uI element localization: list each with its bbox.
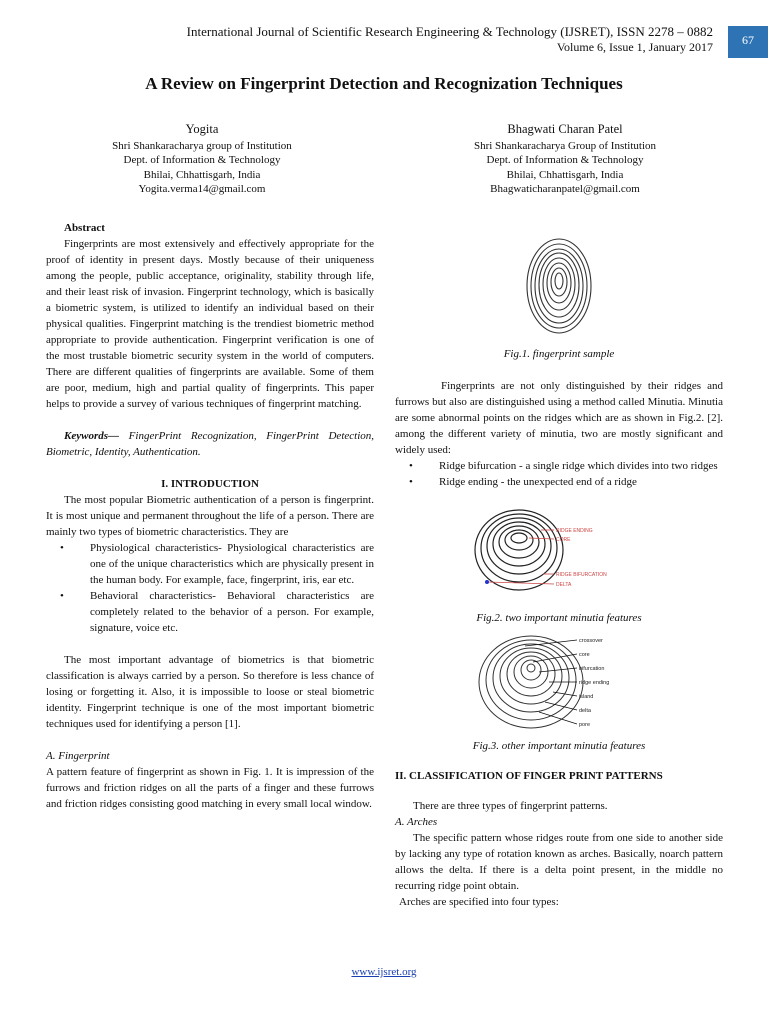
biometric-types-list — [60, 540, 374, 636]
fig3-fingerprint-image — [469, 632, 649, 732]
subsection-arches: A. Arches — [395, 816, 438, 828]
fig2-label: RIDGE BIFURCATION — [556, 572, 607, 578]
intro-para-1: The most popular Biometric authentication of a person is fingerprint. It is most unique and permanent throughout the life of a person. There are mainly two types of biometric characteristics. They are — [46, 494, 374, 538]
fig3-label: pore — [579, 722, 591, 728]
volume-info: Volume 6, Issue 1, January 2017 — [556, 40, 713, 54]
fig2-label: DELTA — [556, 582, 572, 588]
author-location: Bhilai, Chhattisgarh, India — [143, 168, 261, 181]
fig1-caption: Fig.1. fingerprint sample — [503, 348, 615, 360]
section2-heading: II. CLASSIFICATION OF FINGER PRINT PATTERNS — [395, 770, 663, 782]
fig2-label: RIDGE ENDING — [556, 528, 593, 534]
journal-url-link[interactable]: www.ijsret.org — [351, 966, 417, 978]
fig2-fingerprint-image — [469, 502, 649, 602]
intro-para-3: A pattern feature of fingerprint as shown in Fig. 1. It is impression of the furrows and friction ridges on all the parts of a finger and these furrows and friction ridges consisting good matching in every small local window. — [46, 766, 374, 810]
fig3-label: core — [579, 652, 590, 658]
fig2-minutia-image — [469, 502, 649, 602]
keywords-label: Keywords— — [64, 430, 119, 442]
paper-title: A Review on Fingerprint Detection and Recognization Techniques — [145, 74, 623, 93]
author-name: Bhagwati Charan Patel — [507, 122, 623, 136]
list-item: • Ridge bifurcation - a single ridge which divides into two ridges — [409, 458, 723, 474]
author-institution: Shri Shankaracharya Group of Institution — [473, 139, 657, 152]
author-dept: Dept. of Information & Technology — [486, 154, 644, 166]
intro-heading: I. INTRODUCTION — [161, 478, 259, 490]
section2-para-1: There are three types of fingerprint patterns. — [413, 800, 608, 812]
fig3-label: ridge ending — [579, 680, 610, 686]
fig2-label: CORE — [556, 537, 571, 543]
abstract-text: Fingerprints are most extensively and effectively appropriate for the proof of identity in present days. Mostly because of their uniqueness among the people, public acceptance, originality, stability through life, and their least risk of invasion. Fingerprint technology, which is basically a biometric system, is utilized to identify an individual based on their physical qualities. Fingerprint matching is the trendiest biometric method appropriate to provide authentication. Fingerprint verification is one of the most trustable biometric security system in the world of computers. There are different qualities of fingerprints are available. Some of them are poor, medium, high and partial quality of fingerprints. This paper helps to provide a survey of various techniques of fingerprint matching. — [46, 238, 374, 410]
fig3-minutia-image — [469, 632, 649, 732]
author-location: Bhilai, Chhattisgarh, India — [506, 168, 624, 181]
page-number-badge: 67 — [728, 26, 768, 58]
keywords — [46, 428, 374, 460]
list-item: • Physiological characteristics- Physiological characteristics are one of the unique characteristics which are physically present in the human body. For example, face, fingerprint, iris, ear etc. — [60, 540, 374, 588]
fig3-label: island — [579, 694, 594, 700]
minutia-para: Fingerprints are not only distinguished by their ridges and furrows but also are distinguished using a method called Minutia. Minutia are some abnormal points on the ridges which are as shown in Fig.2. [2]. among the different variety of minutia, two are mostly significant and widely used: — [395, 380, 723, 456]
list-item: • Ridge ending - the unexpected end of a ridge — [409, 474, 723, 490]
author-name: Yogita — [185, 122, 219, 136]
keywords-text: FingerPrint Recognization, FingerPrint Detection, Biometric, Identity, Authentication. — [46, 430, 374, 458]
fig3-label: crossover — [579, 638, 603, 644]
page-footer — [0, 966, 768, 978]
section2-para-3: Arches are specified into four types: — [399, 896, 559, 908]
author-email: Bhagwaticharanpatel@gmail.com — [490, 183, 640, 195]
author-block-1 — [62, 122, 342, 197]
author-email: Yogita.verma14@gmail.com — [138, 183, 266, 195]
author-institution: Shri Shankaracharya group of Institution — [112, 139, 292, 152]
left-column — [46, 220, 374, 812]
section2-para-2: The specific pattern whose ridges route from one side to another side by lacking any type of rotation known as arches. Basically, noarch pattern allows the delta. If there is a delta point present, in the middle no recurring ridge point obtain. — [395, 832, 723, 892]
fig3-label: delta — [579, 708, 591, 714]
journal-name: International Journal of Scientific Research Engineering & Technology (IJSRET), ISSN 2278 – 0882 — [186, 24, 713, 39]
fig2-caption: Fig.2. two important minutia features — [476, 612, 642, 624]
minutia-list — [409, 458, 723, 490]
fig1-fingerprint-image — [524, 228, 594, 336]
right-column — [395, 228, 723, 910]
fig3-label: bifurcation — [579, 666, 605, 672]
intro-para-2: The most important advantage of biometrics is that biometric classification is always carried by a person. So therefore is less chance of losing or forgetting it. Also, it is impossible to loose or steal biometric identity. Fingerprint technique is one of the most important biometric techniques used for identifying a person [1]. — [46, 654, 374, 730]
fig3-caption: Fig.3. other important minutia features — [472, 740, 646, 752]
fingerprint-sample-image — [524, 228, 594, 336]
author-block-2 — [425, 122, 705, 197]
abstract-heading: Abstract — [64, 222, 105, 234]
author-dept: Dept. of Information & Technology — [123, 154, 281, 166]
subsection-fingerprint: A. Fingerprint — [46, 750, 110, 762]
list-item: • Behavioral characteristics- Behavioral characteristics are completely related to the behavior of a person. For example, signature, voice etc. — [60, 588, 374, 636]
